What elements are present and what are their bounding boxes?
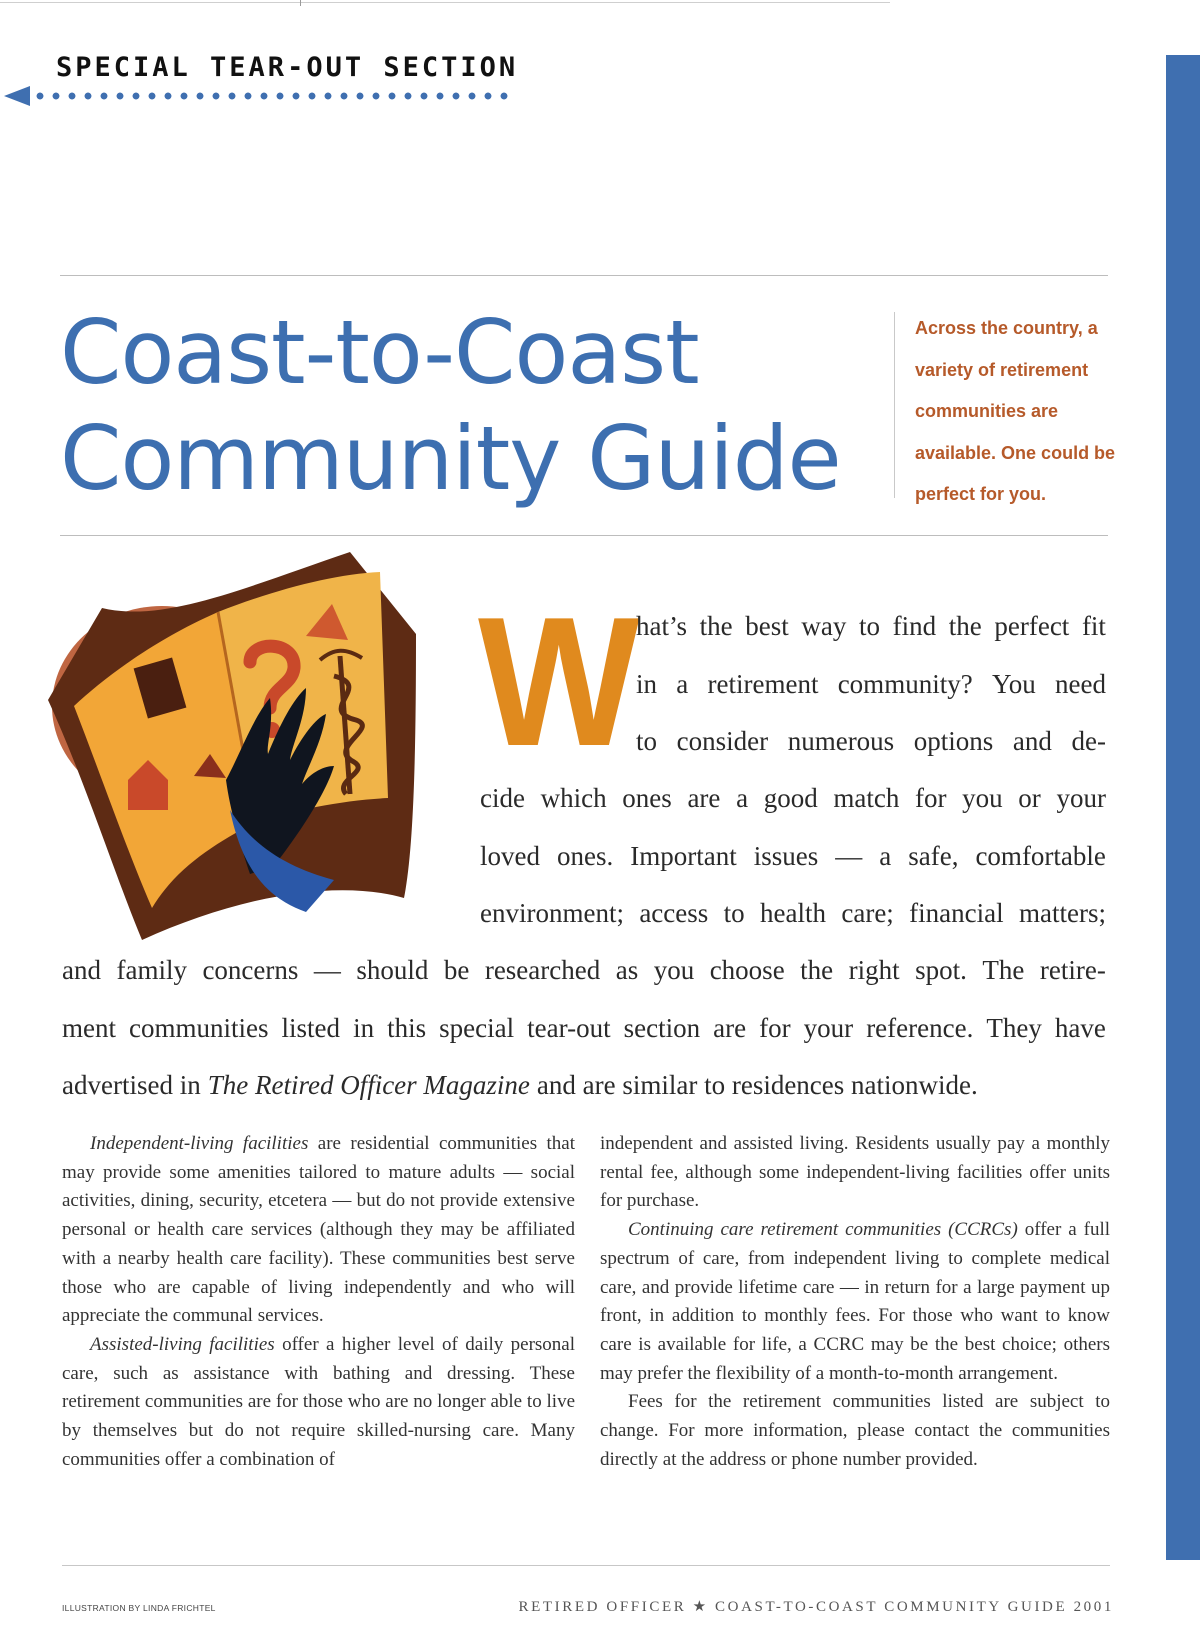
title-bottom-rule [60, 535, 1108, 536]
arrow-left-icon [4, 86, 30, 106]
body-paragraph: independent and assisted living. Residents usually pay a monthly rental fee, although some independent-living facilities offer units for purchase. [600, 1133, 1110, 1212]
body-text: offer a full spectrum of care, from independent living to complete medical care, and provide lifetime care — in return for a large payment up front, in addition to monthly fees. For those who want to know care is available for life, a CCRC may be the best choice; others may prefer the flexibility of a month-to-month arrangement. [600, 1219, 1111, 1384]
lead-line: and family concerns — should be researched as you choose the right spot. The retire- [62, 955, 1106, 985]
crop-mark [300, 0, 301, 6]
illustration-credit: ILLUSTRATION BY LINDA FRICHTEL [62, 1603, 216, 1613]
title-top-rule [60, 275, 1108, 276]
lead-line: environment; access to health care; financial matters; [480, 898, 1106, 928]
title-line-1: Coast-to-Coast [60, 301, 699, 404]
lead-line: cide which ones are a good match for you or your [480, 783, 1106, 813]
edge-color-strip [1166, 55, 1200, 1560]
body-paragraph [62, 1331, 575, 1475]
body-text: are residential communities that may provide some amenities tailored to mature adults — social activities, dining, security, etcetera — but do not provide extensive personal or health care services (although they may be affiliated with a nearby health care facility). These communities best serve those who are capable of living independently and who will appreciate the communal services. [62, 1133, 576, 1327]
term: Continuing care retirement communities (CCRCs) [628, 1219, 1018, 1241]
term: Independent-living facilities [90, 1133, 309, 1154]
term: Assisted-living facilities [90, 1333, 275, 1355]
lead-text: and are similar to residences nationwide. [536, 1070, 978, 1100]
drop-cap: W [478, 578, 640, 784]
lead-line: to consider numerous options and de- [636, 726, 1106, 756]
body-text: offer a higher level of daily personal care, such as assistance with bathing and dressing. These retirement communities are for those who are no longer able to live by themselves but do not require skilled-nursing care. Many communities offer a combination of [62, 1333, 576, 1470]
lead-paragraph-block-1 [636, 598, 1106, 771]
body-paragraph [62, 1130, 575, 1331]
lead-line: hat’s the best way to find the perfect fit [636, 611, 1106, 641]
dotted-line [32, 91, 514, 101]
body-column-right [600, 1130, 1110, 1474]
tagline-divider [894, 312, 895, 498]
section-label: SPECIAL TEAR-OUT SECTION [56, 52, 519, 83]
title-line-2: Community Guide [60, 407, 841, 510]
lead-text: advertised in [62, 1070, 201, 1100]
book-illustration [44, 548, 444, 948]
lead-line: loved ones. Important issues — a safe, comfortable [480, 840, 1106, 871]
body-column-left [62, 1130, 575, 1474]
tagline: Across the country, a variety of retirement communities are available. One could be perfect for you. [915, 318, 1116, 504]
lead-paragraph-block-2 [480, 770, 1106, 943]
top-hairline [0, 2, 890, 3]
lead-line: ment communities listed in this special tear-out section are for your reference. They have [62, 1012, 1106, 1043]
publication-name: The Retired Officer Magazine [207, 1070, 530, 1100]
footer-rule [62, 1565, 1110, 1566]
lead-line: in a retirement community? You need [636, 668, 1106, 699]
body-paragraph [600, 1216, 1110, 1388]
lead-paragraph-block-3 [62, 942, 1106, 1115]
running-footer: RETIRED OFFICER ★ COAST-TO-COAST COMMUNITY GUIDE 2001 [518, 1599, 1114, 1615]
body-paragraph: Fees for the retirement communities listed are subject to change. For more information, please contact the communities directly at the address or phone number provided. [600, 1391, 1110, 1470]
tear-out-arrow [4, 86, 514, 106]
lead-line-last [62, 1057, 1106, 1115]
page-title [60, 300, 841, 512]
